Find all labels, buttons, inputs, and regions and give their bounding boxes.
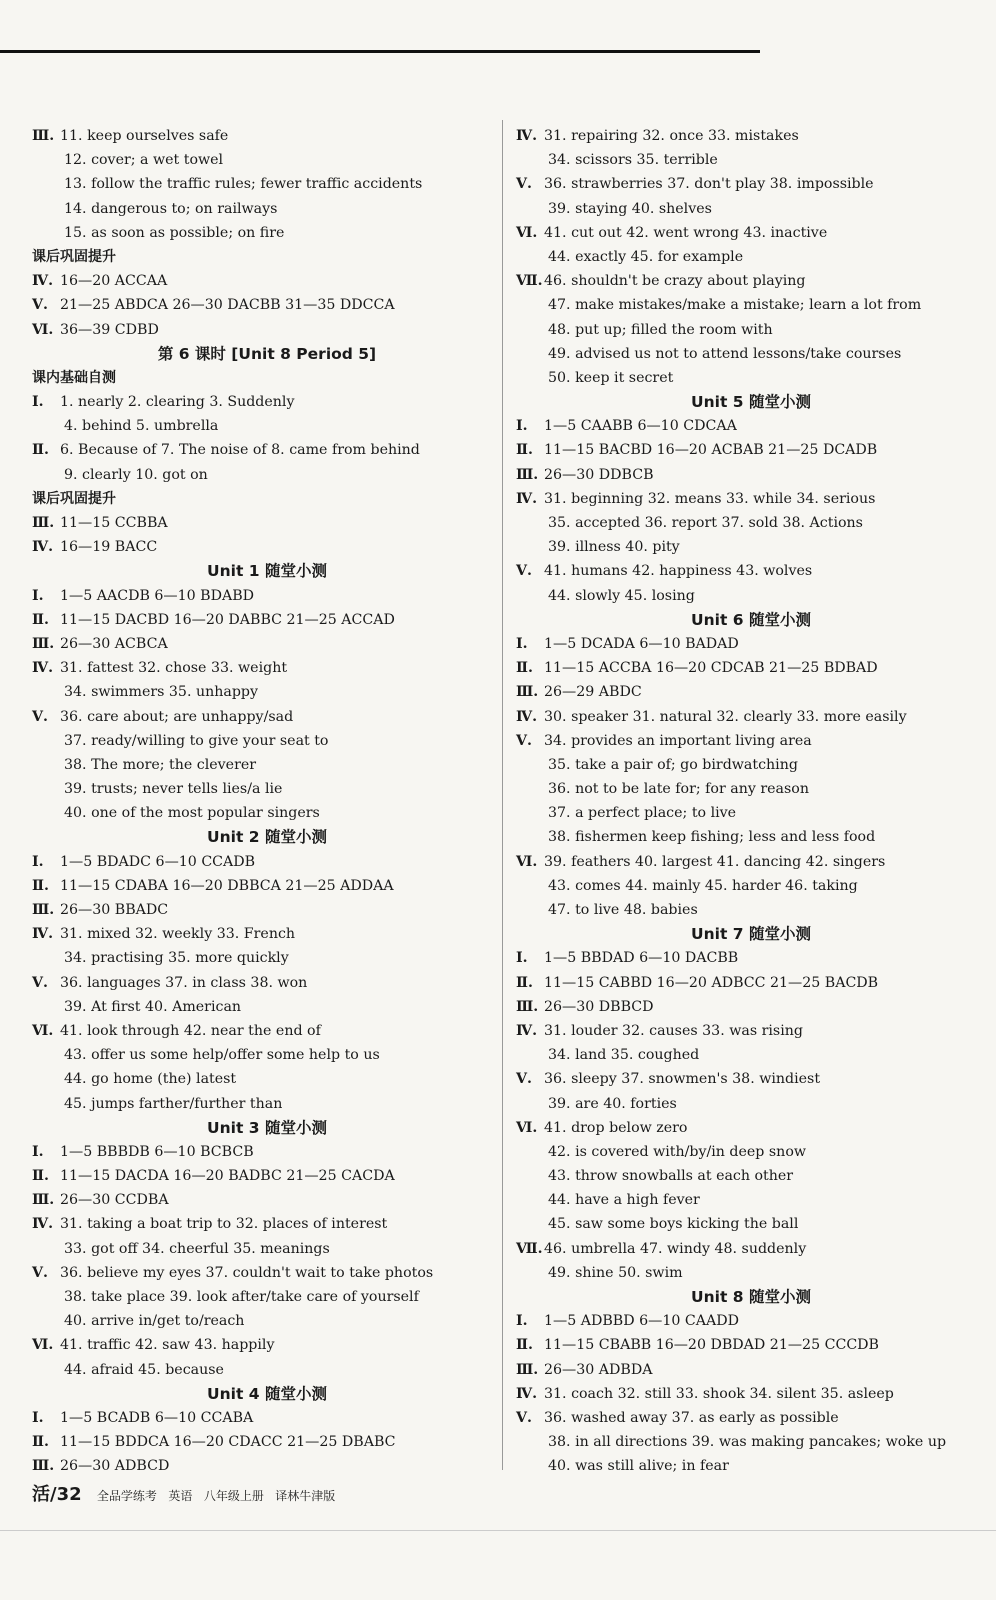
question-group-label: Ⅴ. — [516, 732, 532, 749]
answer-text: 15. as soon as possible; on fire — [64, 224, 285, 241]
answer-line — [516, 318, 986, 342]
answer-text: 26—29 ABDC — [544, 684, 642, 701]
page-footer — [32, 1480, 335, 1506]
answer-text: 41. humans 42. happiness 43. wolves — [544, 563, 813, 580]
answer-line — [516, 729, 986, 753]
answer-line — [516, 1406, 986, 1430]
answer-line — [516, 995, 986, 1019]
question-group-label: Ⅲ. — [516, 466, 539, 483]
question-group-label: Ⅴ. — [32, 1264, 48, 1281]
answer-line — [32, 608, 502, 632]
answer-line — [516, 874, 986, 898]
answer-line — [32, 632, 502, 656]
question-group-label: Ⅰ. — [32, 1409, 44, 1426]
answer-line — [516, 535, 986, 559]
question-group-label: Ⅰ. — [516, 1313, 528, 1330]
answer-text: 36. sleepy 37. snowmen's 38. windiest — [544, 1071, 821, 1088]
answer-line — [32, 293, 502, 317]
answer-text: 41. cut out 42. went wrong 43. inactive — [544, 224, 828, 241]
answer-line — [516, 1067, 986, 1091]
answer-line — [516, 1164, 986, 1188]
answer-line — [32, 438, 502, 462]
answer-line — [516, 680, 986, 704]
question-group-label: Ⅰ. — [32, 1143, 44, 1160]
answer-line — [32, 946, 502, 970]
answer-text: 38. take place 39. look after/take care of yourself — [64, 1289, 419, 1305]
answer-line — [32, 680, 502, 704]
answer-line — [516, 366, 986, 390]
answer-line — [516, 487, 986, 511]
answer-text: 4. behind 5. umbrella — [64, 418, 219, 435]
answer-text: 37. ready/willing to give your seat to — [64, 732, 329, 749]
answer-line — [32, 1188, 502, 1212]
answer-text: 36. languages 37. in class 38. won — [60, 974, 308, 991]
answer-text: 36. strawberries 37. don't play 38. impossible — [544, 176, 874, 193]
answer-line — [516, 1309, 986, 1333]
answer-text: 36. believe my eyes 37. couldn't wait to take photos — [60, 1264, 434, 1281]
question-group-label: Ⅲ. — [32, 1192, 55, 1209]
answer-line — [32, 971, 502, 995]
answer-line — [516, 124, 986, 148]
answer-line — [32, 318, 502, 342]
column-divider — [502, 120, 503, 1470]
answer-text: 31. louder 32. causes 33. was rising — [544, 1022, 803, 1039]
answer-text: 39. illness 40. pity — [548, 539, 680, 556]
answer-line — [516, 245, 986, 269]
answer-text: 26—30 ADBCD — [60, 1458, 170, 1475]
answer-line — [32, 1454, 502, 1478]
question-group-label: Ⅵ. — [516, 853, 538, 870]
section-heading: 课后巩固提升 — [32, 490, 116, 507]
answer-text: 36—39 CDBD — [60, 321, 159, 338]
answer-text: 1—5 ADBBD 6—10 CAADD — [544, 1313, 739, 1330]
answer-line — [32, 1140, 502, 1164]
answer-line — [516, 801, 986, 825]
answer-text: 44. go home (the) latest — [64, 1071, 237, 1088]
answer-text: 40. arrive in/get to/reach — [64, 1313, 245, 1330]
question-group-label: Ⅱ. — [516, 1337, 533, 1354]
answer-line — [32, 850, 502, 874]
answer-line — [32, 1067, 502, 1091]
answer-text: 42. is covered with/by/in deep snow — [548, 1143, 807, 1160]
answer-text: 1—5 BBBDB 6—10 BCBCB — [60, 1143, 254, 1160]
answer-text: 46. shouldn't be crazy about playing — [544, 273, 806, 290]
answer-text: 34. swimmers 35. unhappy — [64, 684, 259, 701]
right-column — [516, 124, 986, 1479]
question-group-label: Ⅲ. — [32, 635, 55, 652]
answer-text: 45. jumps farther/further than — [64, 1095, 283, 1112]
answer-text: 34. land 35. coughed — [548, 1047, 700, 1064]
answer-text: 11—15 BACBD 16—20 ACBAB 21—25 DCADB — [544, 442, 878, 459]
section-heading: 课内基础自测 — [32, 369, 116, 386]
answer-text: 1—5 BBDAD 6—10 DACBB — [544, 950, 739, 967]
answer-line — [32, 1237, 502, 1261]
answer-text: 50. keep it secret — [548, 369, 674, 386]
question-group-label: Ⅲ. — [516, 1361, 539, 1378]
answer-line — [516, 511, 986, 535]
question-group-label: Ⅳ. — [32, 926, 54, 943]
answer-text: 11—15 CCBBA — [60, 515, 168, 531]
answer-line — [516, 1382, 986, 1406]
question-group-label: Ⅱ. — [32, 1168, 49, 1185]
question-group-label: Ⅴ. — [516, 1409, 532, 1426]
answer-line — [516, 656, 986, 680]
answer-text: 26—30 ACBCA — [60, 635, 168, 652]
answer-text: 39. are 40. forties — [548, 1095, 677, 1112]
edition: 译林牛津版 — [275, 1489, 336, 1503]
answer-text: 31. coach 32. still 33. shook 34. silent 35. asleep — [544, 1385, 894, 1402]
answer-text: 11—15 BDDCA 16—20 CDACC 21—25 DBABC — [60, 1434, 396, 1451]
answer-text: 11—15 DACBD 16—20 DABBC 21—25 ACCAD — [60, 611, 395, 628]
answer-line — [516, 1140, 986, 1164]
unit-heading: Unit 6 随堂小测 — [691, 610, 811, 629]
answer-line — [516, 1116, 986, 1140]
answer-text: 43. offer us some help/offer some help to us — [64, 1047, 380, 1064]
answer-line — [516, 1237, 986, 1261]
question-group-label: Ⅵ. — [32, 1337, 54, 1354]
answer-line — [32, 535, 502, 559]
answer-text: 11—15 CABBD 16—20 ADBCC 21—25 BACDB — [544, 974, 879, 991]
answer-text: 1—5 AACDB 6—10 BDABD — [60, 587, 255, 604]
answer-text: 1—5 BCADB 6—10 CCABA — [60, 1409, 254, 1426]
answer-text: 40. was still alive; in fear — [548, 1458, 729, 1475]
answer-text: 38. fishermen keep fishing; less and less food — [548, 829, 876, 846]
answer-text: 11—15 CDABA 16—20 DBBCA 21—25 ADDAA — [60, 877, 394, 894]
question-group-label: Ⅰ. — [32, 394, 44, 411]
question-group-label: Ⅲ. — [516, 684, 539, 701]
answer-line — [32, 463, 502, 487]
question-group-label: Ⅳ. — [32, 660, 54, 677]
answer-text: 49. advised us not to attend lessons/take courses — [548, 345, 902, 362]
answer-text: 44. exactly 45. for example — [548, 248, 744, 265]
answer-line — [516, 825, 986, 849]
answer-line — [516, 1261, 986, 1285]
answer-line — [32, 584, 502, 608]
answer-text: 14. dangerous to; on railways — [64, 200, 278, 217]
answer-line — [516, 1358, 986, 1382]
answer-line — [516, 463, 986, 487]
question-group-label: Ⅰ. — [516, 950, 528, 967]
question-group-label: Ⅴ. — [516, 1071, 532, 1088]
answer-line — [32, 269, 502, 293]
answer-text: 31. mixed 32. weekly 33. French — [60, 926, 296, 943]
answer-text: 6. Because of 7. The noise of 8. came from behind — [60, 442, 420, 459]
answer-text: 44. afraid 45. because — [64, 1361, 224, 1378]
answer-line — [32, 390, 502, 414]
answer-line — [32, 801, 502, 825]
answer-line — [32, 753, 502, 777]
answer-text: 44. slowly 45. losing — [548, 587, 695, 604]
answer-text: 45. saw some boys kicking the ball — [548, 1216, 799, 1233]
answer-line — [516, 898, 986, 922]
answer-line — [32, 197, 502, 221]
question-group-label: Ⅳ. — [516, 490, 538, 507]
question-group-label: Ⅴ. — [32, 708, 48, 725]
question-group-label: Ⅳ. — [516, 128, 538, 144]
answer-line — [32, 1261, 502, 1285]
answer-line — [32, 922, 502, 946]
answer-text: 47. to live 48. babies — [548, 902, 698, 918]
answer-line — [516, 1430, 986, 1454]
answer-text: 38. in all directions 39. was making pancakes; woke up — [548, 1434, 947, 1451]
answer-line — [516, 172, 986, 196]
question-group-label: Ⅳ. — [32, 1216, 54, 1233]
answer-line — [516, 753, 986, 777]
answer-text: 33. got off 34. cheerful 35. meanings — [64, 1240, 330, 1257]
answer-line — [32, 221, 502, 245]
answer-line — [32, 1430, 502, 1454]
answer-text: 30. speaker 31. natural 32. clearly 33. more easily — [544, 708, 907, 725]
question-group-label: Ⅴ. — [32, 297, 48, 314]
answer-line — [516, 197, 986, 221]
answer-line — [32, 172, 502, 196]
answer-line — [516, 946, 986, 970]
question-group-label: Ⅳ. — [32, 273, 54, 290]
answer-text: 34. provides an important living area — [544, 732, 812, 749]
answer-text: 9. clearly 10. got on — [64, 466, 208, 483]
answer-line — [516, 148, 986, 172]
answer-text: 36. care about; are unhappy/sad — [60, 708, 294, 725]
answer-text: 46. umbrella 47. windy 48. suddenly — [544, 1240, 807, 1257]
answer-line — [32, 1212, 502, 1236]
answer-line — [32, 656, 502, 680]
answer-line — [516, 1043, 986, 1067]
answer-text: 31. fattest 32. chose 33. weight — [60, 660, 288, 677]
answer-text: 31. beginning 32. means 33. while 34. serious — [544, 490, 876, 507]
answer-text: 12. cover; a wet towel — [64, 152, 224, 169]
bottom-rule — [0, 1530, 996, 1531]
answer-line — [32, 511, 502, 535]
answer-text: 43. throw snowballs at each other — [548, 1168, 794, 1185]
answer-line — [516, 1188, 986, 1212]
question-group-label: Ⅱ. — [516, 974, 533, 991]
question-group-label: Ⅲ. — [32, 128, 55, 144]
question-group-label: Ⅱ. — [32, 611, 49, 628]
unit-heading: 第 6 课时 [Unit 8 Period 5] — [157, 344, 377, 363]
top-rule — [0, 50, 760, 53]
answer-line — [32, 1333, 502, 1357]
answer-text: 41. drop below zero — [544, 1119, 688, 1136]
answer-line — [516, 221, 986, 245]
question-group-label: Ⅳ. — [516, 1385, 538, 1402]
answer-text: 11—15 ACCBA 16—20 CDCAB 21—25 BDBAD — [544, 660, 878, 677]
question-group-label: Ⅳ. — [516, 1022, 538, 1039]
answer-line — [516, 705, 986, 729]
answer-line — [516, 1454, 986, 1478]
answer-text: 34. practising 35. more quickly — [64, 950, 289, 967]
answer-line — [516, 559, 986, 583]
answer-line — [32, 1285, 502, 1309]
answer-text: 44. have a high fever — [548, 1192, 700, 1209]
question-group-label: Ⅴ. — [516, 563, 532, 580]
answer-text: 1. nearly 2. clearing 3. Suddenly — [60, 394, 295, 411]
question-group-label: Ⅶ. — [516, 273, 543, 290]
answer-line — [32, 1358, 502, 1382]
answer-text: 48. put up; filled the room with — [548, 321, 773, 338]
answer-line — [32, 1043, 502, 1067]
unit-heading: Unit 5 随堂小测 — [691, 393, 811, 412]
question-group-label: Ⅱ. — [516, 660, 533, 677]
answer-text: 26—30 DBBCD — [544, 998, 654, 1015]
question-group-label: Ⅱ. — [32, 1434, 49, 1451]
answer-text: 40. one of the most popular singers — [64, 805, 320, 822]
answer-line — [32, 1164, 502, 1188]
answer-line — [32, 705, 502, 729]
answer-line — [516, 850, 986, 874]
answer-line — [516, 632, 986, 656]
answer-line — [516, 414, 986, 438]
answer-line — [32, 729, 502, 753]
question-group-label: Ⅱ. — [32, 442, 49, 459]
question-group-label: Ⅱ. — [32, 877, 49, 894]
question-group-label: Ⅲ. — [32, 902, 55, 918]
answer-line — [32, 874, 502, 898]
answer-line — [516, 971, 986, 995]
book-title: 全品学练考 — [96, 1489, 157, 1503]
answer-line — [32, 414, 502, 438]
answer-line — [516, 269, 986, 293]
unit-heading: Unit 7 随堂小测 — [691, 925, 811, 944]
answer-text: 16—20 ACCAA — [60, 273, 168, 290]
answer-text: 43. comes 44. mainly 45. harder 46. taking — [548, 877, 858, 894]
answer-line — [32, 898, 502, 922]
answer-text: 36. washed away 37. as early as possible — [544, 1409, 839, 1426]
answer-text: 39. feathers 40. largest 41. dancing 42. singers — [544, 853, 886, 870]
answer-text: 38. The more; the cleverer — [64, 756, 257, 773]
answer-text: 34. scissors 35. terrible — [548, 152, 718, 169]
question-group-label: Ⅲ. — [32, 1458, 55, 1475]
grade: 八年级上册 — [203, 1489, 264, 1503]
answer-text: 37. a perfect place; to live — [548, 805, 737, 822]
answer-text: 21—25 ABDCA 26—30 DACBB 31—35 DDCCA — [60, 297, 395, 314]
question-group-label: Ⅴ. — [516, 176, 532, 193]
unit-heading: Unit 3 随堂小测 — [207, 1118, 327, 1137]
answer-text: 26—30 DDBCB — [544, 466, 654, 483]
unit-heading: Unit 8 随堂小测 — [691, 1288, 811, 1306]
answer-text: 26—30 BBADC — [60, 902, 169, 918]
answer-text: 47. make mistakes/make a mistake; learn a lot from — [548, 297, 922, 314]
answer-text: 49. shine 50. swim — [548, 1264, 683, 1281]
answer-line — [516, 777, 986, 801]
answer-line — [516, 1333, 986, 1357]
question-group-label: Ⅳ. — [32, 539, 54, 556]
answer-text: 11—15 DACDA 16—20 BADBC 21—25 CACDA — [60, 1168, 395, 1185]
answer-text: 35. accepted 36. report 37. sold 38. Actions — [548, 515, 863, 531]
answer-text: 1—5 CAABB 6—10 CDCAA — [544, 418, 737, 435]
answer-line — [32, 1019, 502, 1043]
answer-text: 36. not to be late for; for any reason — [548, 781, 809, 798]
question-group-label: Ⅴ. — [32, 974, 48, 991]
question-group-label: Ⅰ. — [32, 853, 44, 870]
answer-text: 11—15 CBABB 16—20 DBDAD 21—25 CCCDB — [544, 1337, 879, 1354]
subject: 英语 — [168, 1489, 193, 1503]
unit-heading: Unit 4 随堂小测 — [207, 1384, 327, 1403]
answer-line — [516, 1019, 986, 1043]
question-group-label: Ⅲ. — [516, 998, 539, 1015]
left-column — [32, 124, 502, 1479]
answer-text: 26—30 CCDBA — [60, 1192, 169, 1209]
answer-line — [516, 342, 986, 366]
answer-text: 39. At first 40. American — [64, 998, 242, 1015]
answer-line — [32, 777, 502, 801]
question-group-label: Ⅰ. — [516, 635, 528, 652]
answer-text: 39. staying 40. shelves — [548, 200, 712, 217]
question-group-label: Ⅵ. — [32, 321, 54, 338]
question-group-label: Ⅵ. — [516, 224, 538, 241]
question-group-label: Ⅵ. — [516, 1119, 538, 1136]
page-number: 活/32 — [32, 1484, 82, 1505]
answer-line — [32, 995, 502, 1019]
answer-line — [32, 124, 502, 148]
answer-text: 26—30 ADBDA — [544, 1361, 653, 1378]
section-heading: 课后巩固提升 — [32, 248, 116, 265]
answer-text: 1—5 DCADA 6—10 BADAD — [544, 635, 739, 652]
answer-line — [32, 148, 502, 172]
answer-line — [516, 438, 986, 462]
answer-text: 41. traffic 42. saw 43. happily — [60, 1337, 275, 1354]
question-group-label: Ⅰ. — [516, 418, 528, 435]
unit-heading: Unit 1 随堂小测 — [207, 562, 327, 581]
answer-line — [516, 584, 986, 608]
question-group-label: Ⅶ. — [516, 1240, 543, 1257]
question-group-label: Ⅲ. — [32, 515, 55, 531]
answer-text: 11. keep ourselves safe — [60, 128, 229, 144]
question-group-label: Ⅳ. — [516, 708, 538, 725]
answer-text: 31. repairing 32. once 33. mistakes — [544, 128, 799, 144]
answer-line — [516, 1212, 986, 1236]
answer-line — [32, 1406, 502, 1430]
question-group-label: Ⅵ. — [32, 1022, 54, 1039]
answer-text: 13. follow the traffic rules; fewer traffic accidents — [64, 176, 423, 193]
answer-text: 16—19 BACC — [60, 539, 158, 556]
answer-text: 39. trusts; never tells lies/a lie — [64, 781, 283, 798]
question-group-label: Ⅰ. — [32, 587, 44, 604]
answer-text: 41. look through 42. near the end of — [60, 1022, 321, 1039]
answer-line — [32, 1309, 502, 1333]
answer-text: 1—5 BDADC 6—10 CCADB — [60, 853, 256, 870]
answer-line — [32, 1092, 502, 1116]
answer-text: 31. taking a boat trip to 32. places of interest — [60, 1216, 388, 1233]
answer-text: 35. take a pair of; go birdwatching — [548, 756, 798, 773]
question-group-label: Ⅱ. — [516, 442, 533, 459]
answer-line — [516, 293, 986, 317]
answer-line — [516, 1092, 986, 1116]
unit-heading: Unit 2 随堂小测 — [207, 828, 327, 847]
